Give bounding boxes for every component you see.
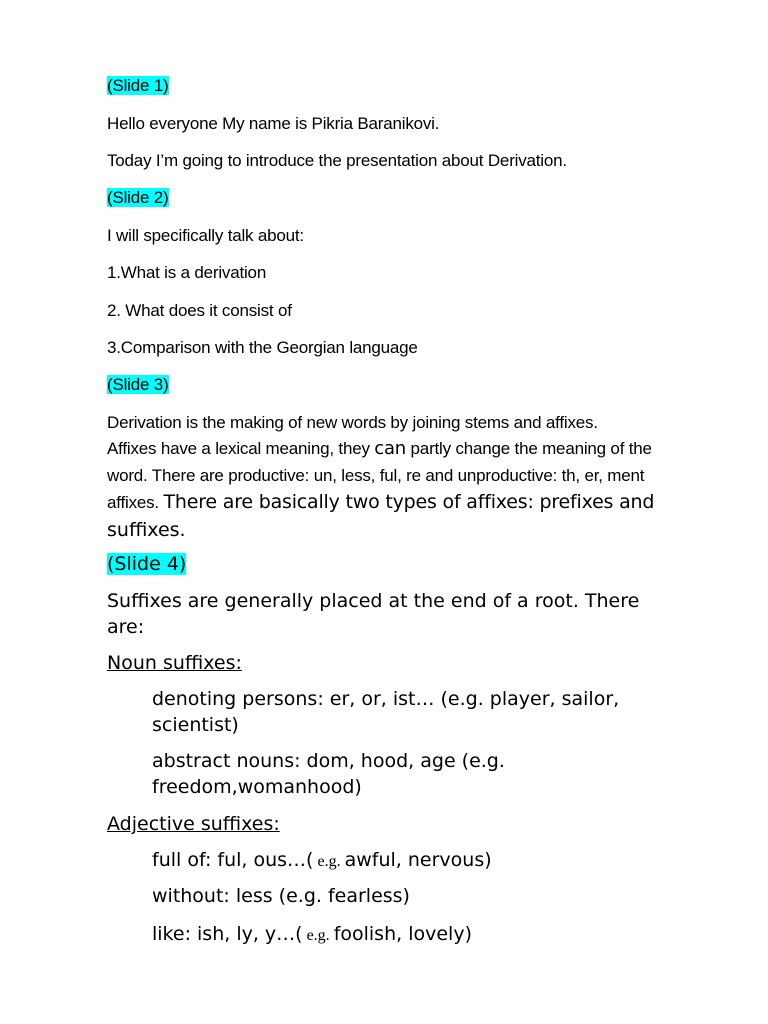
slide-3-line-4-start: affixes. <box>107 493 164 512</box>
slide-3-line-1: Derivation is the making of new words by joining stems and affixes. <box>107 413 598 432</box>
noun-suffixes-heading: Noun suffixes: <box>107 652 242 674</box>
noun-bullet-abstract-line-1: abstract nouns: dom, hood, age (e.g. <box>152 750 505 772</box>
noun-bullet-abstract-line-2: freedom,womanhood) <box>152 776 362 798</box>
adjective-bullet-full-of-text <box>152 847 492 875</box>
adjective-bullet-like-end: foolish, lovely) <box>333 923 472 945</box>
slide-3-line-2-can: can <box>374 438 407 459</box>
slide-3-line-5: suffixes. <box>107 519 186 541</box>
adjective-bullet-without <box>129 883 689 909</box>
slide-1-highlight: (Slide 1) <box>107 76 169 95</box>
intro-paragraph: Today I’m going to introduce the presentation about Derivation. <box>107 151 567 170</box>
slide-3-line-2 <box>107 437 652 461</box>
adjective-bullet-full-of-start: full of: ful, ous…( <box>152 849 314 871</box>
slide-2-highlight: (Slide 2) <box>107 188 169 207</box>
point-2: 2. What does it consist of <box>107 301 292 320</box>
adjective-bullet-full-of <box>129 847 689 873</box>
slide-1-label <box>107 74 169 98</box>
slide-3-line-4-end: There are basically two types of affixes: prefixes and <box>163 491 655 513</box>
adjective-bullet-full-of-end: awful, nervous) <box>344 849 492 871</box>
point-3: 3.Comparison with the Georgian language <box>107 338 418 357</box>
noun-bullet-persons-line-1: denoting persons: er, or, ist… (e.g. player, sailor, <box>152 688 620 710</box>
talk-about-paragraph: I will specifically talk about: <box>107 226 304 245</box>
noun-bullet-abstract <box>129 748 689 800</box>
slide-4-line-1: Suffixes are generally placed at the end of a root. There <box>107 590 640 612</box>
noun-bullet-persons-line-2: scientist) <box>152 714 239 736</box>
adjective-suffixes-heading: Adjective suffixes: <box>107 813 280 835</box>
slide-4-label <box>107 551 186 577</box>
adjective-bullet-like-start: like: ish, ly, y…( <box>152 923 303 945</box>
slide-3-line-3: word. There are productive: un, less, ful, re and unproductive: th, er, ment <box>107 466 645 485</box>
adjective-bullet-without-text: without: less (e.g. fearless) <box>152 885 410 907</box>
noun-bullet-persons <box>129 686 689 738</box>
adjective-bullet-like-text <box>152 921 472 949</box>
slide-2-label <box>107 186 169 210</box>
slide-4-line-2: are: <box>107 616 145 638</box>
adjective-bullet-like-eg: e.g. <box>302 927 334 944</box>
slide-3-label <box>107 373 169 397</box>
adjective-bullet-like <box>129 921 689 947</box>
greeting-paragraph: Hello everyone My name is Pikria Baranikovi. <box>107 114 440 133</box>
slide-3-line-2-end: partly change the meaning of the <box>406 439 652 458</box>
point-1: 1.What is a derivation <box>107 263 267 282</box>
slide-4-highlight: (Slide 4) <box>107 553 187 575</box>
slide-3-highlight: (Slide 3) <box>107 375 169 394</box>
adjective-bullet-full-of-eg: e.g. <box>313 853 345 870</box>
slide-3-line-2-start: Affixes have a lexical meaning, they <box>107 439 375 458</box>
slide-3-line-4 <box>107 490 654 515</box>
